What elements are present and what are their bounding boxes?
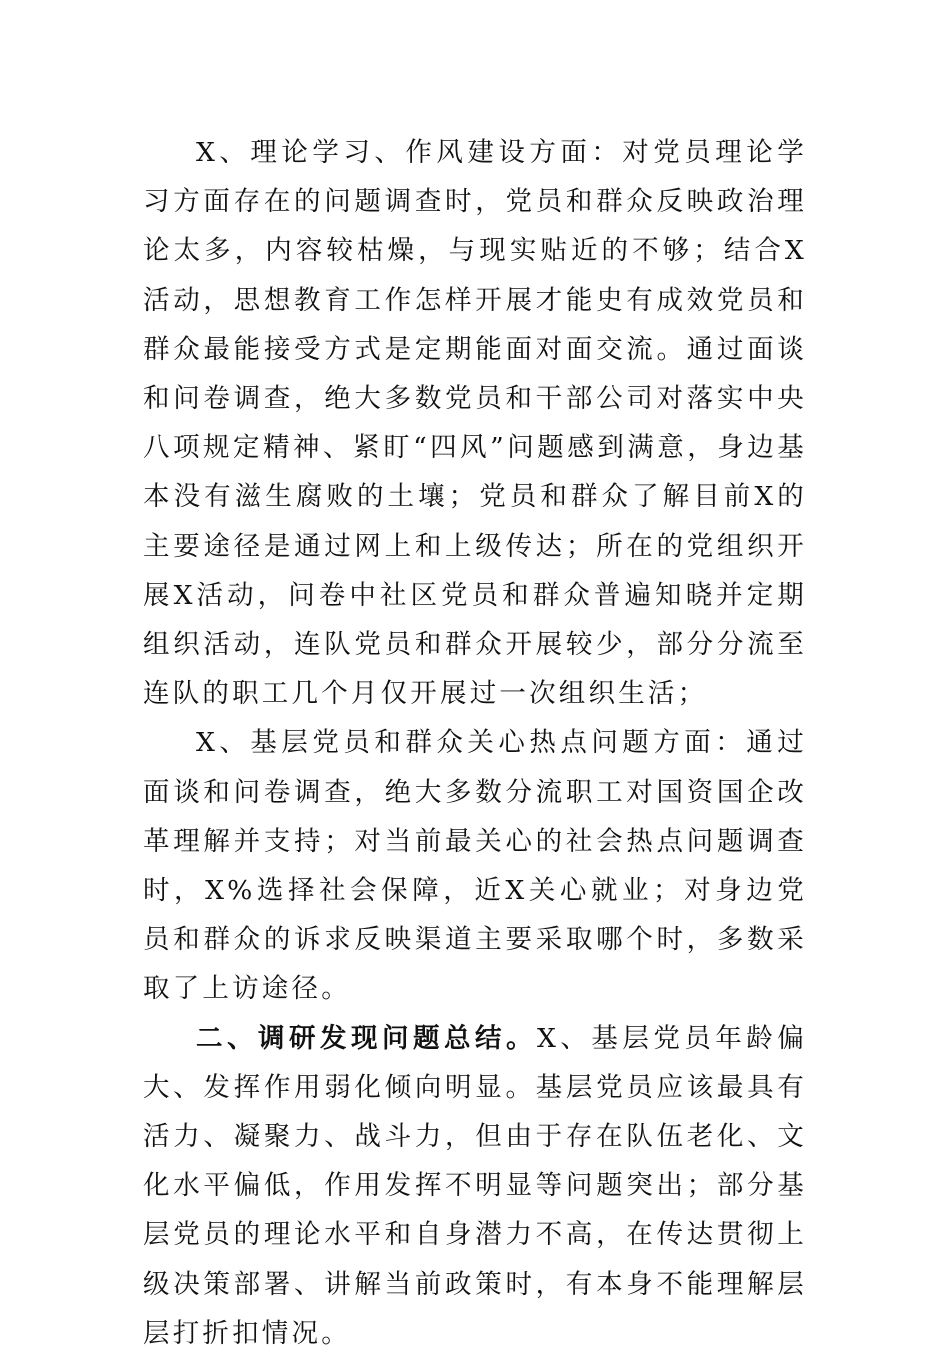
section-heading: 二、调研发现问题总结。: [196, 1022, 537, 1054]
paragraph-problem-summary: [143, 1014, 807, 1358]
paragraph-theory-study: [143, 128, 807, 718]
paragraph-hot-issues: [143, 718, 807, 1013]
paragraph-text: X、基层党员年龄偏大、发挥作用弱化倾向明显。基层党员应该最具有活力、凝聚力、战斗力，但由于存在队伍老化、文化水平偏低，作用发挥不明显等问题突出；部分基层党员的理论水平和自身潜力不高，在传达贯彻上级决策部署、讲解当前政策时，有本身不能理解层层打折扣情况。: [143, 1022, 808, 1349]
paragraph-text: X、基层党员和群众关心热点问题方面：通过面谈和问卷调查，绝大多数分流职工对国资国企改革理解并支持；对当前最关心的社会热点问题调查时，X%选择社会保障，近X关心就业；对身边党员和群众的诉求反映渠道主要采取哪个时，多数采取了上访途径。: [143, 727, 807, 1005]
document-page: [143, 128, 807, 1358]
paragraph-text: X、理论学习、作风建设方面：对党员理论学习方面存在的问题调查时，党员和群众反映政治理论太多，内容较枯燥，与现实贴近的不够；结合X活动，思想教育工作怎样开展才能史有成效党员和群众最能接受方式是定期能面对面交流。通过面谈和问卷调查，绝大多数党员和干部公司对落实中央八项规定精神、紧盯“四风”问题感到满意，身边基本没有滋生腐败的土壤；党员和群众了解目前X的主要途径是通过网上和上级传达；所在的党组织开展X活动，问卷中社区党员和群众普遍知晓并定期组织活动，连队党员和群众开展较少，部分分流至连队的职工几个月仅开展过一次组织生活；: [143, 137, 807, 710]
